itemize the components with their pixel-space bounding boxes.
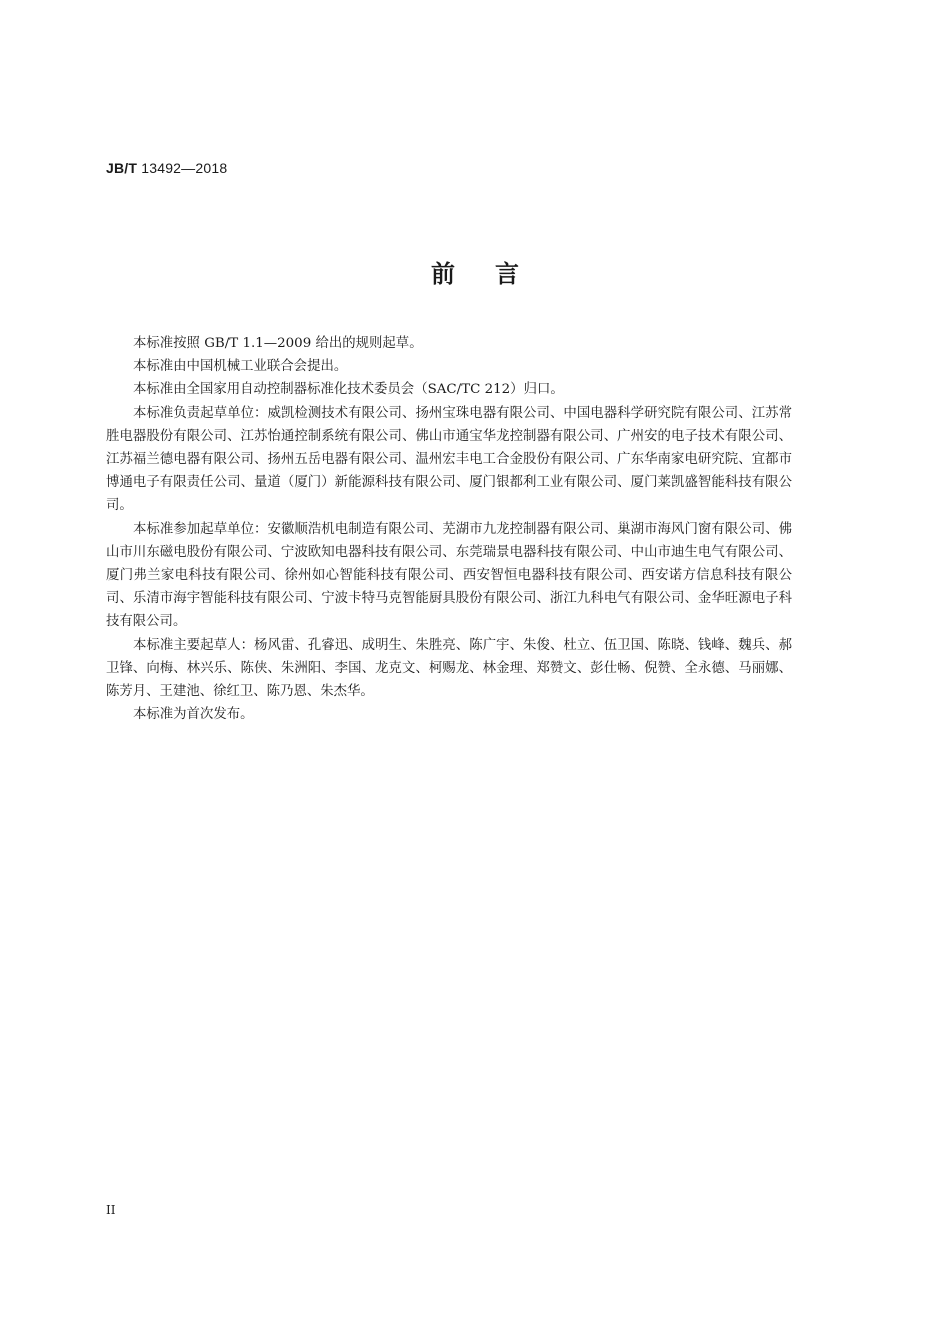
standard-code-prefix: JB/T [106, 160, 138, 176]
paragraph-first-release: 本标准为首次发布。 [133, 707, 254, 723]
standard-code [106, 160, 227, 176]
paragraph-proposer: 本标准由中国机械工业联合会提出。 [133, 359, 348, 375]
foreword-body [106, 332, 792, 726]
page-title: 前言 [431, 260, 559, 288]
paragraph-lead-drafting-units: 本标准负责起草单位：威凯检测技术有限公司、扬州宝珠电器有限公司、中国电器科学研究院有限公司、江苏常胜电器股份有限公司、江苏怡通控制系统有限公司、佛山市通宝华龙控制器有限公司、广州安的电子技术有限公司、江苏福兰德电器有限公司、扬州五岳电器有限公司、温州宏丰电工合金股份有限公司、广东华南家电研究院、宜都市博通电子有限责任公司、量道（厦门）新能源科技有限公司、厦门银都利工业有限公司、厦门莱凯盛智能科技有限公司。 [106, 405, 792, 514]
paragraph-administrator: 本标准由全国家用自动控制器标准化技术委员会（SAC/TC 212）归口。 [133, 382, 564, 398]
page-number: II [106, 1203, 116, 1217]
paragraph-drafting-rules: 本标准按照 GB/T 1.1—2009 给出的规则起草。 [133, 336, 423, 351]
paragraph-participating-units: 本标准参加起草单位：安徽顺浩机电制造有限公司、芜湖市九龙控制器有限公司、巢湖市海风门窗有限公司、佛山市川东磁电股份有限公司、宁波欧知电器科技有限公司、东莞瑞景电器科技有限公司、中山市迪生电气有限公司、厦门弗兰家电科技有限公司、徐州如心智能科技有限公司、西安智恒电器科技有限公司、西安诺方信息科技有限公司、乐清市海宇智能科技有限公司、宁波卡特马克智能厨具股份有限公司、浙江九科电气有限公司、金华旺源电子科技有限公司。 [106, 521, 792, 630]
standard-code-number: 13492—2018 [137, 160, 228, 176]
paragraph-main-drafters: 本标准主要起草人：杨风雷、孔睿迅、成明生、朱胜亮、陈广宇、朱俊、杜立、伍卫国、陈晓、钱峰、魏兵、郝卫锋、向梅、林兴乐、陈侠、朱洲阳、李国、龙克文、柯赐龙、林金理、郑赞文、彭仕畅、倪赞、全永德、马丽娜、陈芳月、王建池、徐红卫、陈乃恩、朱杰华。 [106, 637, 792, 700]
